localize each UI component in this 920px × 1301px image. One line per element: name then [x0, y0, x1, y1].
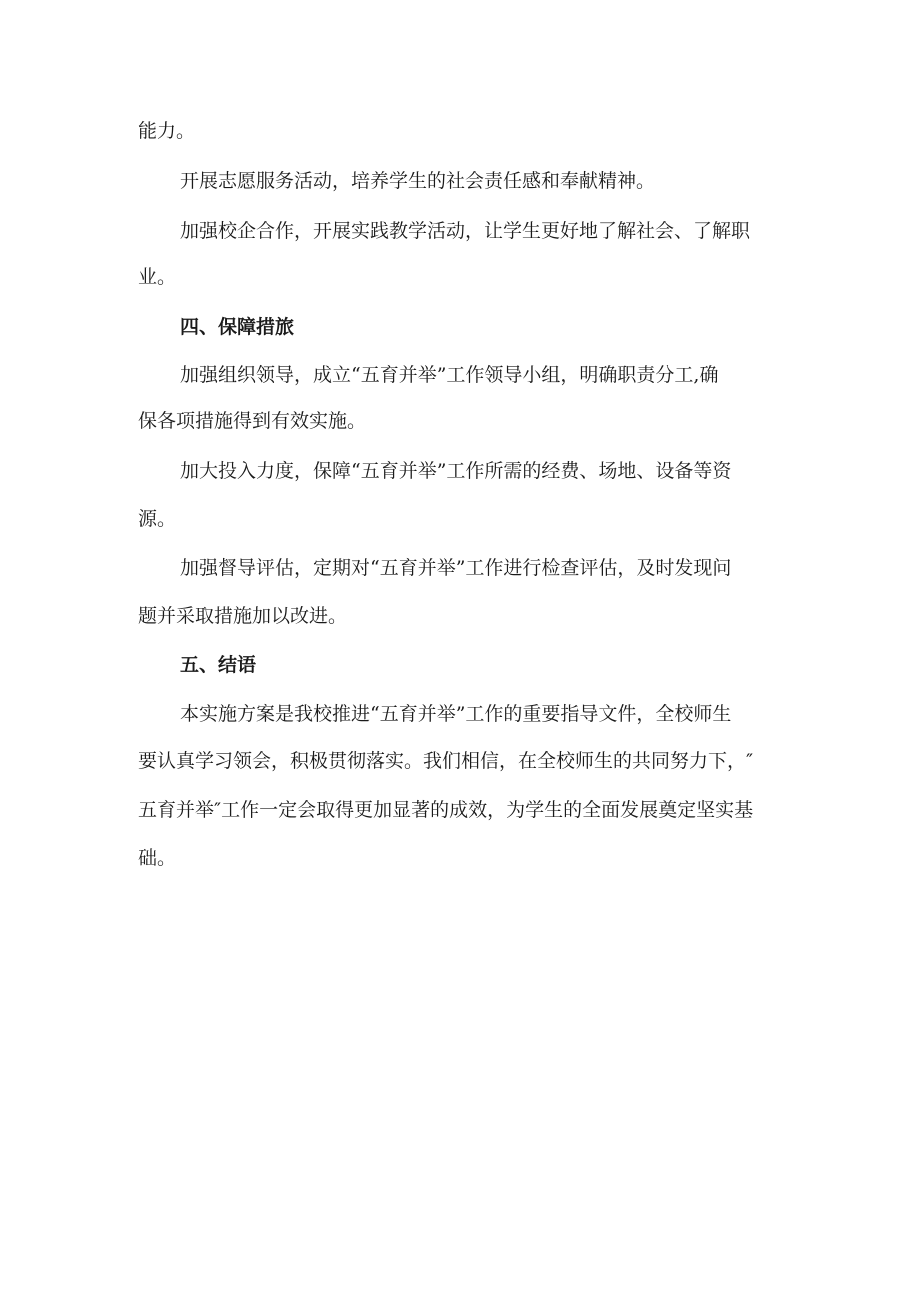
paragraph-line: 开展志愿服务活动，培养学生的社会责任感和奉献精神。 — [180, 170, 656, 192]
paragraph-line: 加强督导评估，定期对“五育并举”工作进行检查评估，及时发现问 — [180, 557, 732, 579]
section-heading: 四、保障措旅 — [180, 316, 295, 338]
paragraph-line: 础。 — [138, 847, 177, 869]
paragraph-line: 加大投入力度，保障“五育并举”工作所需的经费、场地、设备等资 — [180, 460, 732, 482]
paragraph-line: 业。 — [138, 266, 177, 288]
paragraph-line: 源。 — [138, 508, 177, 530]
paragraph-line: 加强组织领导，成立“五育并举”工作领导小组，明确职责分工,确 — [180, 364, 719, 386]
section-heading: 五、结语 — [180, 654, 257, 676]
paragraph-line: 保各项措施得到有效实施。 — [138, 410, 367, 432]
paragraph-line: 题并采取措施加以改进。 — [138, 605, 348, 627]
paragraph-line: 能力。 — [138, 120, 196, 142]
paragraph-line: 五育并举″工作一定会取得更加显著的成效，为学生的全面发展奠定坚实基 — [138, 799, 754, 821]
paragraph-line: 本实施方案是我校推进“五育并举”工作的重要指导文件，全校师生 — [180, 703, 732, 725]
paragraph-line: 要认真学习领会，积极贯彻落实。我们相信，在全校师生的共同努力下，″ — [138, 750, 754, 772]
paragraph-line: 加强校企合作，开展实践教学活动，让学生更好地了解社会、了解职 — [180, 220, 751, 242]
